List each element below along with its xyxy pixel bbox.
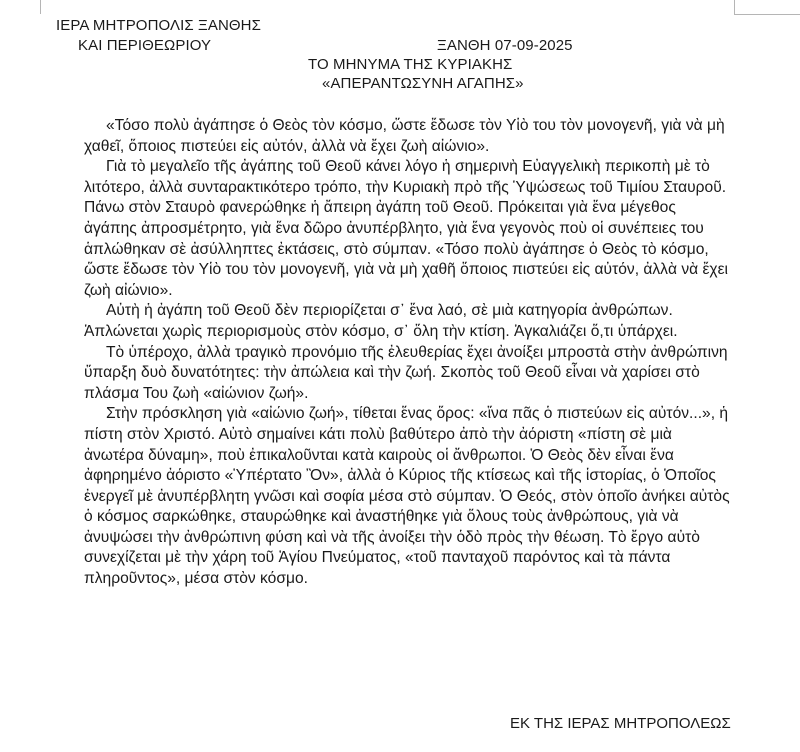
crop-mark-right — [734, 0, 735, 14]
place-date: ΞΑΝΘΗ 07-09-2025 — [437, 37, 573, 54]
paragraph: «Τόσο πολὺ ἀγάπησε ὁ Θεὸς τὸν κόσμο, ὥστε ἔδωσε τὸν Υἱὸ του τὸν μονογενῆ, γιὰ νὰ μὴ χαθεῖ, ὅποιος πιστεύει εἰς αὐτόν, ἀλλὰ νὰ ἔχει ζωὴ αἰώνιο». — [84, 117, 725, 155]
crop-mark-right-horizontal — [734, 14, 800, 15]
document-title: ΤΟ ΜΗΝΥΜΑ ΤΗΣ ΚΥΡΙΑΚΗΣ — [308, 56, 513, 73]
signature-line: ΕΚ ΤΗΣ ΙΕΡΑΣ ΜΗΤΡΟΠΟΛΕΩΣ — [510, 715, 731, 732]
issuer-line-2: ΚΑΙ ΠΕΡΙΘΕΩΡΙΟΥ — [78, 37, 212, 54]
paragraph: Αὐτὴ ἡ ἀγάπη τοῦ Θεοῦ δὲν περιορίζεται σ᾽ ἕνα λαό, σὲ μιὰ κατηγορία ἀνθρώπων. Ἁπλώνεται χωρὶς περιορισμοὺς στὸν κόσμο, σ᾽ ὅλη τὴν κτίση. Ἀγκαλιάζει ὅ,τι ὑπάρχει. — [84, 302, 678, 340]
paragraph: Στὴν πρόσκληση γιὰ «αἰώνιο ζωή», τίθεται ἕνας ὅρος: «ἵνα πᾶς ὁ πιστεύων εἰς αὐτόν...», ἡ πίστη στὸν Χριστό. Αὐτὸ σημαίνει κάτι πολὺ βαθύτερο ἀπὸ τὴν ἀόριστη «πίστη σὲ μιὰ ἀνωτέρα δύναμη», ποὺ ἐπικαλοῦνται κατὰ καιροὺς οἱ ἄνθρωποι. Ὁ Θεὸς δὲν εἶναι ἕνα ἀφηρημένο ἀόριστο «Ὑπέρτατο Ὂν», ἀλλὰ ὁ Κύριος τῆς κτίσεως καὶ τῆς ἱστορίας, ὁ Ὁποῖος ἐνεργεῖ μὲ ἀνυπέρβλητη γνῶσι καὶ σοφία μέσα στὸ σύμπαν. Ὁ Θεός, στὸν ὁποῖο ἀνήκει αὐτὸς ὁ κόσμος σαρκώθηκε, σταυρώθηκε καὶ ἀναστήθηκε γιὰ ὅλους τοὺς ἀνθρώπους, γιὰ νὰ ἀνυψώσει τὴν ἀνθρώπινη φύση καὶ νὰ τῆς ἀνοίξει τὴν ὁδὸ πρὸς τὴν θέωση. Τὸ ἔργο αὐτὸ συνεχίζεται μὲ τὴν χάρη τοῦ Ἁγίου Πνεύματος, «τοῦ πανταχοῦ παρόντος καὶ τὰ πάντα πληροῦντος», μέσα στὸν κόσμο. — [84, 405, 730, 588]
document-subtitle: «ΑΠΕΡΑΝΤΩΣΥΝΗ ΑΓΑΠΗΣ» — [322, 75, 524, 92]
crop-mark-left — [40, 0, 41, 14]
paragraph: Τὸ ὑπέροχο, ἀλλὰ τραγικὸ προνόμιο τῆς ἐλευθερίας ἔχει ἀνοίξει μπροστὰ στὴν ἀνθρώπινη ὕπαρξη δυὸ δυνατότητες: τὴν ἀπώλεια καὶ τὴν ζωή. Σκοπὸς τοῦ Θεοῦ εἶναι νὰ χαρίσει στὸ πλάσμα Του ζωὴ «αἰώνιον ζωή». — [84, 343, 728, 402]
issuer-line-1: ΙΕΡΑ ΜΗΤΡΟΠΟΛΙΣ ΞΑΝΘΗΣ — [56, 17, 261, 34]
paragraph: Γιὰ τὸ μεγαλεῖο τῆς ἀγάπης τοῦ Θεοῦ κάνει λόγο ἡ σημερινὴ Εὐαγγελικὴ περικοπὴ μὲ τὸ λιτότερο, ἀλλὰ συνταρακτικότερο τρόπο, τὴν Κυριακὴ πρὸ τῆς Ὑψώσεως τοῦ Τιμίου Σταυροῦ. Πάνω στὸν Σταυρὸ φανερώθηκε ἡ ἄπειρη ἀγάπη τοῦ Θεοῦ. Πρόκειται γιὰ ἕνα μέγεθος ἀγάπης ἀπροσμέτρητο, γιὰ ἕνα δῶρο ἀνυπέρβλητο, γιὰ ἕνα γεγονὸς ποὺ οἱ συνέπειες του ἁπλώθηκαν σὲ ἀσύλληπτες ἐκτάσεις, στὸ σύμπαν. «Τόσο πολὺ ἀγάπησε ὁ Θεὸς τὸ κόσμο, ὥστε ἔδωσε τὸν Υἱὸ του τὸν μονογενῆ, γιὰ νὰ μὴ χαθῆ ὅποιος πιστεύει εἰς αὐτόν, ἀλλὰ νὰ ἔχει ζωὴ αἰώνιο». — [84, 158, 729, 299]
message-body — [84, 116, 732, 590]
